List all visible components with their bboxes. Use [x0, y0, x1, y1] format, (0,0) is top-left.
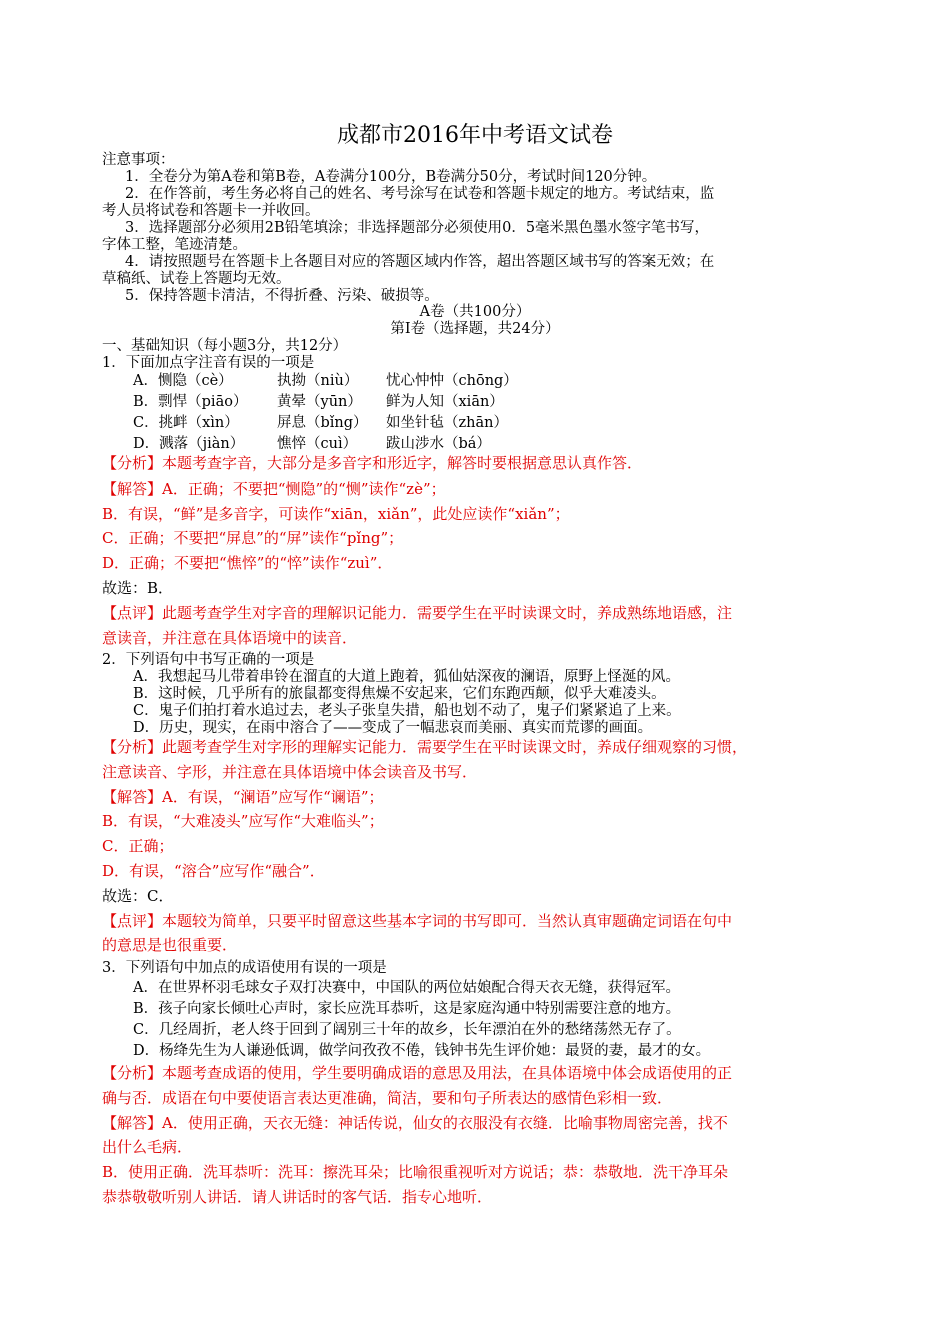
option-word: D．溅落（jiàn） — [133, 436, 245, 452]
note-line: 字体工整，笔迹清楚。 — [102, 237, 247, 253]
option-word: 憔悴（cuì） — [277, 436, 358, 452]
q3-answer-line: 恭恭敬敬听别人讲话．请人讲话时的客气话．指专心地听． — [102, 1188, 493, 1206]
option-word: 跋山涉水（bá） — [386, 436, 491, 452]
q3-answer-line: B．使用正确．洗耳恭听：洗耳：擦洗耳朵；比喻很重视听对方说话；恭：恭敬地．洗干净耳朵 — [102, 1163, 729, 1181]
q1-analysis: 【分析】本题考查字音，大部分是多音字和形近字，解答时要根据意思认真作答． — [102, 454, 643, 472]
option-word: A．恻隐（cè） — [133, 373, 233, 389]
question-3-option-d: D．杨绛先生为人谦逊低调，做学问孜孜不倦，钱钟书先生评价她：最贤的妻，最才的女。 — [133, 1043, 711, 1059]
page-title: 成都市2016年中考语文试卷 — [337, 123, 613, 148]
question-3-option-b: B．孩子向家长倾吐心声时，家长应洗耳恭听，这是家庭沟通中特别需要注意的地方。 — [133, 1001, 681, 1017]
note-line: 5．保持答题卡清洁，不得折叠、污染、破损等。 — [125, 288, 439, 304]
q1-answer-line: D．正确；不要把“憔悴”的“悴”读作“zuì”． — [102, 554, 393, 572]
part-1-heading: 第Ⅰ卷（选择题，共24分） — [390, 321, 560, 337]
note-line: 2．在作答前，考生务必将自己的姓名、考号涂写在试卷和答题卡规定的地方。考试结束，监 — [125, 186, 715, 202]
note-line: 4．请按照题号在答题卡上各题目对应的答题区域内作答，超出答题区域书写的答案无效；在 — [125, 254, 715, 270]
note-line: 1．全卷分为第A卷和第B卷，A卷满分100分，B卷满分50分，考试时间120分钟。 — [125, 169, 657, 185]
q2-comment: 【点评】本题较为简单，只要平时留意这些基本字词的书写即可．当然认真审题确定词语在句中 — [102, 912, 733, 930]
question-2-option-b: B．这时候，几乎所有的旅鼠都变得焦燥不安起来，它们东跑西颠，似乎大难凌头。 — [133, 686, 666, 702]
q3-analysis: 【分析】本题考查成语的使用，学生要明确成语的意思及用法，在具体语境中体会成语使用的正 — [102, 1064, 733, 1082]
q1-choice: 故选：B． — [102, 579, 174, 597]
question-3-stem: 3．下列语句中加点的成语使用有误的一项是 — [102, 960, 387, 976]
q1-answer-line: C．正确；不要把“屏息”的“屏”读作“pǐng”； — [102, 529, 404, 547]
q3-answer: 【解答】A．使用正确，天衣无缝：神话传说，仙女的衣服没有衣缝．比喻事物周密完善，找不 — [102, 1114, 728, 1132]
option-word: 执拗（niù） — [277, 373, 359, 389]
question-2-option-c: C．鬼子们拍打着水追过去，老头子张皇失措，船也划不动了，鬼子们紧紧追了上来。 — [133, 703, 681, 719]
q2-analysis-line: 注意读音、字形，并注意在具体语境中体会读音及书写． — [102, 763, 478, 781]
q2-answer-line: D．有误，“溶合”应写作“融合”． — [102, 862, 325, 880]
q1-answer-line: B．有误，“鲜”是多音字，可读作“xiān，xiǎn”，此处应读作“xiǎn”； — [102, 505, 570, 523]
option-word: 鲜为人知（xiān） — [386, 394, 504, 410]
option-word: 如坐针毡（zhān） — [386, 415, 508, 431]
option-word: 忧心忡忡（chōng） — [386, 373, 518, 389]
q1-comment-line: 意读音，并注意在具体语境中的读音． — [102, 629, 358, 647]
q2-answer-line: C．正确； — [102, 837, 174, 855]
q2-comment-line: 的意思是也很重要． — [102, 936, 238, 954]
option-word: B．剽悍（piāo） — [133, 394, 248, 410]
question-3-option-c: C．几经周折，老人终于回到了阔别三十年的故乡，长年漂泊在外的愁绪荡然无存了。 — [133, 1022, 681, 1038]
option-word: C．挑衅（xìn） — [133, 415, 239, 431]
question-2-option-a: A．我想起马儿带着串铃在溜直的大道上跑着，狐仙姑深夜的澜语，原野上怪涎的风。 — [133, 669, 680, 685]
q2-analysis: 【分析】此题考查学生对字形的理解实记能力．需要学生在平时读课文时，养成仔细观察的习惯， — [102, 738, 748, 756]
question-2-option-d: D．历史，现实，在雨中溶合了——变成了一幅悲哀而美丽、真实而荒谬的画面。 — [133, 720, 653, 736]
option-word: 黄晕（yūn） — [277, 394, 362, 410]
q2-answer: 【解答】A．有误，“澜语”应写作“谰语”； — [102, 788, 384, 806]
q2-choice: 故选：C． — [102, 887, 174, 905]
q3-analysis-line: 确与否．成语在句中要使语言表达更准确，简洁，要和句子所表达的感情色彩相一致． — [102, 1089, 673, 1107]
question-3-option-a: A．在世界杯羽毛球女子双打决赛中，中国队的两位姑娘配合得天衣无缝，获得冠军。 — [133, 980, 680, 996]
q2-answer-line: B．有误，“大难凌头”应写作“大难临头”； — [102, 812, 384, 830]
question-1-stem: 1．下面加点字注音有误的一项是 — [102, 355, 315, 371]
q1-comment: 【点评】此题考查学生对字音的理解识记能力．需要学生在平时读课文时，养成熟练地语感，注 — [102, 604, 733, 622]
q3-answer-line: 出什么毛病． — [102, 1138, 193, 1156]
q1-answer: 【解答】A．正确；不要把“恻隐”的“恻”读作“zè”； — [102, 480, 446, 498]
question-2-stem: 2．下列语句中书写正确的一项是 — [102, 652, 315, 668]
section-a-heading: A卷（共100分） — [419, 304, 531, 320]
note-line: 草稿纸、试卷上答题均无效。 — [102, 271, 291, 287]
part-basic-heading: 一、基础知识（每小题3分，共12分） — [102, 338, 348, 354]
note-line: 考人员将试卷和答题卡一并收回。 — [102, 203, 320, 219]
notes-heading: 注意事项： — [102, 152, 175, 168]
note-line: 3．选择题部分必须用2B铅笔填涂；非选择题部分必须使用0．5毫米黑色墨水签字笔书写， — [125, 220, 710, 236]
option-word: 屏息（bǐng） — [277, 415, 368, 431]
